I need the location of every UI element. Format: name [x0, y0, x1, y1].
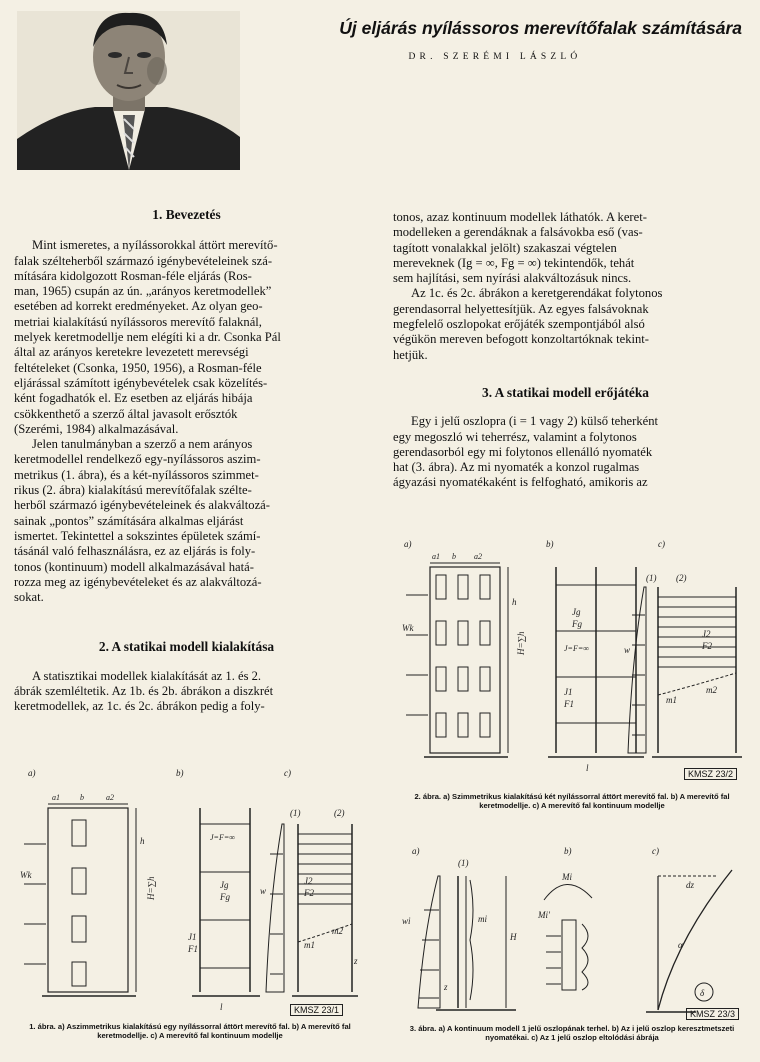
fig1-b: b — [80, 793, 84, 802]
text-line: Jelen tanulmányban a szerző a nem arányos — [32, 437, 253, 452]
section2-continuation — [393, 210, 738, 286]
fig2-fg: Fg — [572, 619, 582, 629]
text-line: feltételeket (Csonka, 1950, 1956), a Rosman-féle — [14, 360, 262, 375]
fig3-Mi2: Mi' — [538, 910, 550, 920]
section1-paragraph2 — [14, 437, 359, 605]
text-line: sainak „pontos” számítására alkalmas eljárást — [14, 513, 244, 528]
fig2-code: KMSZ 23/2 — [684, 768, 737, 780]
text-line: sem hajlítási, sem nyírási alakváltozásuk nincs. — [393, 271, 632, 286]
text-line: metrikus (1. ábra), és a két-nyílássoros szimmet- — [14, 467, 259, 482]
fig2-jf: J=F=∞ — [564, 644, 589, 653]
fig3-H: H — [510, 932, 517, 942]
fig2-wk: Wk — [402, 623, 414, 633]
text-line: rikus (2. ábra) kialakítású merevítőfalak szélte- — [14, 483, 252, 498]
fig2-a2: a2 — [474, 552, 482, 561]
fig2-j1: J1 — [564, 687, 573, 697]
text-line: modelleken a gerendáknak a falsávokba eső (vas- — [393, 225, 643, 240]
text-line: mereveknek (Ig = ∞, Fg = ∞) tekintendők, tehát — [393, 255, 635, 270]
fig1-caption: 1. ábra. a) Aszimmetrikus kialakítású egy nyílássorral áttört merevítő fal. b) A merevítő fal keretmodellje. c) A merevítő fal kontinuum modellje — [29, 1022, 351, 1041]
fig3-col1: (1) — [458, 858, 469, 868]
text-line: gerendasorral helyettesítjük. Az egyes falsávoknak — [393, 301, 649, 316]
fig1-a2: a2 — [106, 793, 114, 802]
fig3-panel-a: a) — [412, 846, 420, 856]
fig3-code: KMSZ 23/3 — [686, 1008, 739, 1020]
fig1-m2: m2 — [332, 926, 343, 936]
text-line: eljárással számított igénybevételek csak közelítés- — [14, 375, 268, 390]
fig1-H: H=∑h — [146, 876, 156, 900]
fig1-f1: F1 — [188, 944, 198, 954]
fig1-jf: J=F=∞ — [210, 833, 235, 842]
text-line: gerendasorból egy mi folytonos ellenálló nyomaték — [393, 444, 653, 459]
fig2-H: H=∑h — [516, 631, 526, 655]
text-line: A statisztikai modellek kialakítását az 1. és 2. — [32, 668, 262, 683]
fig1-f2: F2 — [304, 888, 314, 898]
text-line: hat (3. ábra). Az mi nyomaték a konzol rugalmas — [393, 460, 640, 475]
fig1-j1: J1 — [188, 932, 197, 942]
fig2-jg: Jg — [572, 607, 581, 617]
section1-heading: 1. Bevezetés — [152, 207, 221, 222]
section1-paragraph1 — [14, 238, 359, 437]
fig1-wk: Wk — [20, 870, 32, 880]
text-line: csökkenthető a szerző által javasolt erősztók — [14, 406, 238, 421]
fig2-panel-c: c) — [658, 539, 665, 549]
fig1-panel-b: b) — [176, 768, 184, 778]
section2-paragraph1 — [14, 669, 359, 715]
fig2-j2: J2 — [702, 629, 711, 639]
text-line: ismertet. Tekintettel a sokszintes épületek számí- — [14, 528, 261, 543]
fig3-panel-c: c) — [652, 846, 659, 856]
fig1-jg: Jg — [220, 880, 229, 890]
fig3-Mi: Mi — [562, 872, 572, 882]
fig2-m1: m1 — [666, 695, 677, 705]
article-title: Új eljárás nyílássoros merevítőfalak számítására — [339, 18, 742, 38]
fig1-j2: J2 — [304, 876, 313, 886]
fig3-panel-b: b) — [564, 846, 572, 856]
fig2-w: w — [624, 645, 631, 655]
fig1-w: w — [260, 886, 267, 896]
text-line: man, 1965) csupán az ún. „arányos keretmodellek” — [14, 284, 272, 299]
text-line: falak szélteherből származó igénybevételeinek szá- — [14, 253, 273, 268]
text-line: hetjük. — [393, 347, 428, 362]
figure-3 — [396, 840, 748, 1023]
fig2-m2: m2 — [706, 685, 717, 695]
fig1-panel-c: c) — [284, 768, 291, 778]
text-line: által az arányos keretekre levezetett merevségi — [14, 345, 249, 360]
fig3-wi: wi — [402, 916, 411, 926]
fig2-l: l — [586, 763, 589, 773]
text-line: tonos (kontinuum) modell alkalmazásával hatá- — [14, 559, 254, 574]
fig2-c2: (2) — [676, 573, 687, 583]
text-line: mítására kidolgozott Rosman-féle eljárás (Ros- — [14, 268, 252, 283]
fig1-code: KMSZ 23/1 — [290, 1004, 343, 1016]
text-line: metriai kialakítású nyílássoros merevítő falaknál, — [14, 314, 262, 329]
text-line: keretmodellek, az 1c. és 2c. ábrákon pedig a foly- — [14, 699, 265, 714]
text-line: egy megoszló wi teherrész, valamint a folytonos — [393, 429, 637, 444]
fig1-fg: Fg — [220, 892, 230, 902]
text-line: tagított vonalakkal jelölt) szakaszai végtelen — [393, 240, 617, 255]
fig2-b: b — [452, 552, 456, 561]
fig3-mi: mi — [478, 914, 487, 924]
fig3-z: z — [444, 982, 448, 992]
text-line: ként fogadhatók el. Ez esetben az eljárás hibája — [14, 391, 253, 406]
text-line: Egy i jelű oszlopra (i = 1 vagy 2) külső teherként — [411, 414, 659, 429]
text-line: végükön mereven befogott konzoltartóknak tekint- — [393, 332, 649, 347]
text-line: Az 1c. és 2c. ábrákon a keretgerendákat folytonos — [411, 286, 663, 301]
fig2-panel-a: a) — [404, 539, 412, 549]
fig1-c2: (2) — [334, 808, 345, 818]
text-line: tásánál való felhasználásra, ez az eljárás is foly- — [14, 544, 256, 559]
text-line: sokat. — [14, 590, 44, 605]
fig1-panel-a: a) — [28, 768, 36, 778]
fig3-caption: 3. ábra. a) A kontinuum modell 1 jelű oszlopának terhel. b) Az i jelű oszlop keresztmetszeti nyomatékai. c) Az 1 jelű oszlop eltolódási ábrája — [409, 1024, 735, 1043]
fig1-z: z — [354, 956, 358, 966]
text-line: ábrák szemléltetik. Az 1b. és 2b. ábrákon a diszkrét — [14, 684, 274, 699]
fig2-caption: 2. ábra. a) Szimmetrikus kialakítású két nyílássorral áttört merevítő fal. b) A merevítő fal keretmodellje. c) A merevítő fal kontinuum modellje — [414, 792, 730, 811]
fig3-delta: δ — [700, 988, 705, 998]
fig1-m1: m1 — [304, 940, 315, 950]
text-line: ágyazási nyomatékaként is felfogható, amikoris az — [393, 475, 648, 490]
fig2-a1: a1 — [432, 552, 440, 561]
section2-heading: 2. A statikai modell kialakítása — [98, 639, 275, 655]
left-column — [14, 207, 359, 715]
fig2-f1: F1 — [564, 699, 574, 709]
text-line: megfelelő oszlopokat erőjáték szempontjából alsó — [393, 317, 645, 332]
fig1-h: h — [140, 836, 145, 846]
right-column — [393, 210, 738, 491]
text-line: herből származó igénybevételeinek és alakváltozá- — [14, 498, 270, 513]
section3-heading: 3. A statikai modell erőjátéka — [482, 384, 649, 400]
fig1-a1: a1 — [52, 793, 60, 802]
section3-paragraph1 — [393, 414, 738, 490]
author-name: DR. SZERÉMI LÁSZLÓ — [408, 52, 582, 62]
figure-2 — [396, 535, 748, 790]
fig2-h: h — [512, 597, 517, 607]
fig3-dz: dz — [686, 880, 695, 890]
fig3-alpha: α — [678, 940, 683, 950]
fig1-l: l — [220, 1002, 223, 1012]
text-line: melyek keretmodellje nem elégíti ki a dr. Csonka Pál — [14, 330, 281, 345]
text-line: keretmodellel rendelkező egy-nyílássoros aszim- — [14, 452, 261, 467]
fig2-panel-b: b) — [546, 539, 554, 549]
author-photo — [17, 11, 240, 170]
figure-1 — [14, 764, 366, 1021]
fig2-f2: F2 — [702, 641, 712, 651]
text-line: tonos, azaz kontinuum modellek láthatók. A keret- — [393, 210, 647, 224]
text-line: (Szerémi, 1984) alkalmazásával. — [14, 421, 179, 436]
fig2-c1: (1) — [646, 573, 657, 583]
text-line: Mint ismeretes, a nyílássorokkal áttört merevítő- — [32, 238, 278, 253]
fig1-c1: (1) — [290, 808, 301, 818]
text-line: esetében ad korrekt eredményeket. Az olyan geo- — [14, 299, 263, 314]
section2-paragraph2 — [393, 286, 738, 362]
text-line: rozza meg az igénybevételeket és az alakváltozá- — [14, 574, 262, 589]
